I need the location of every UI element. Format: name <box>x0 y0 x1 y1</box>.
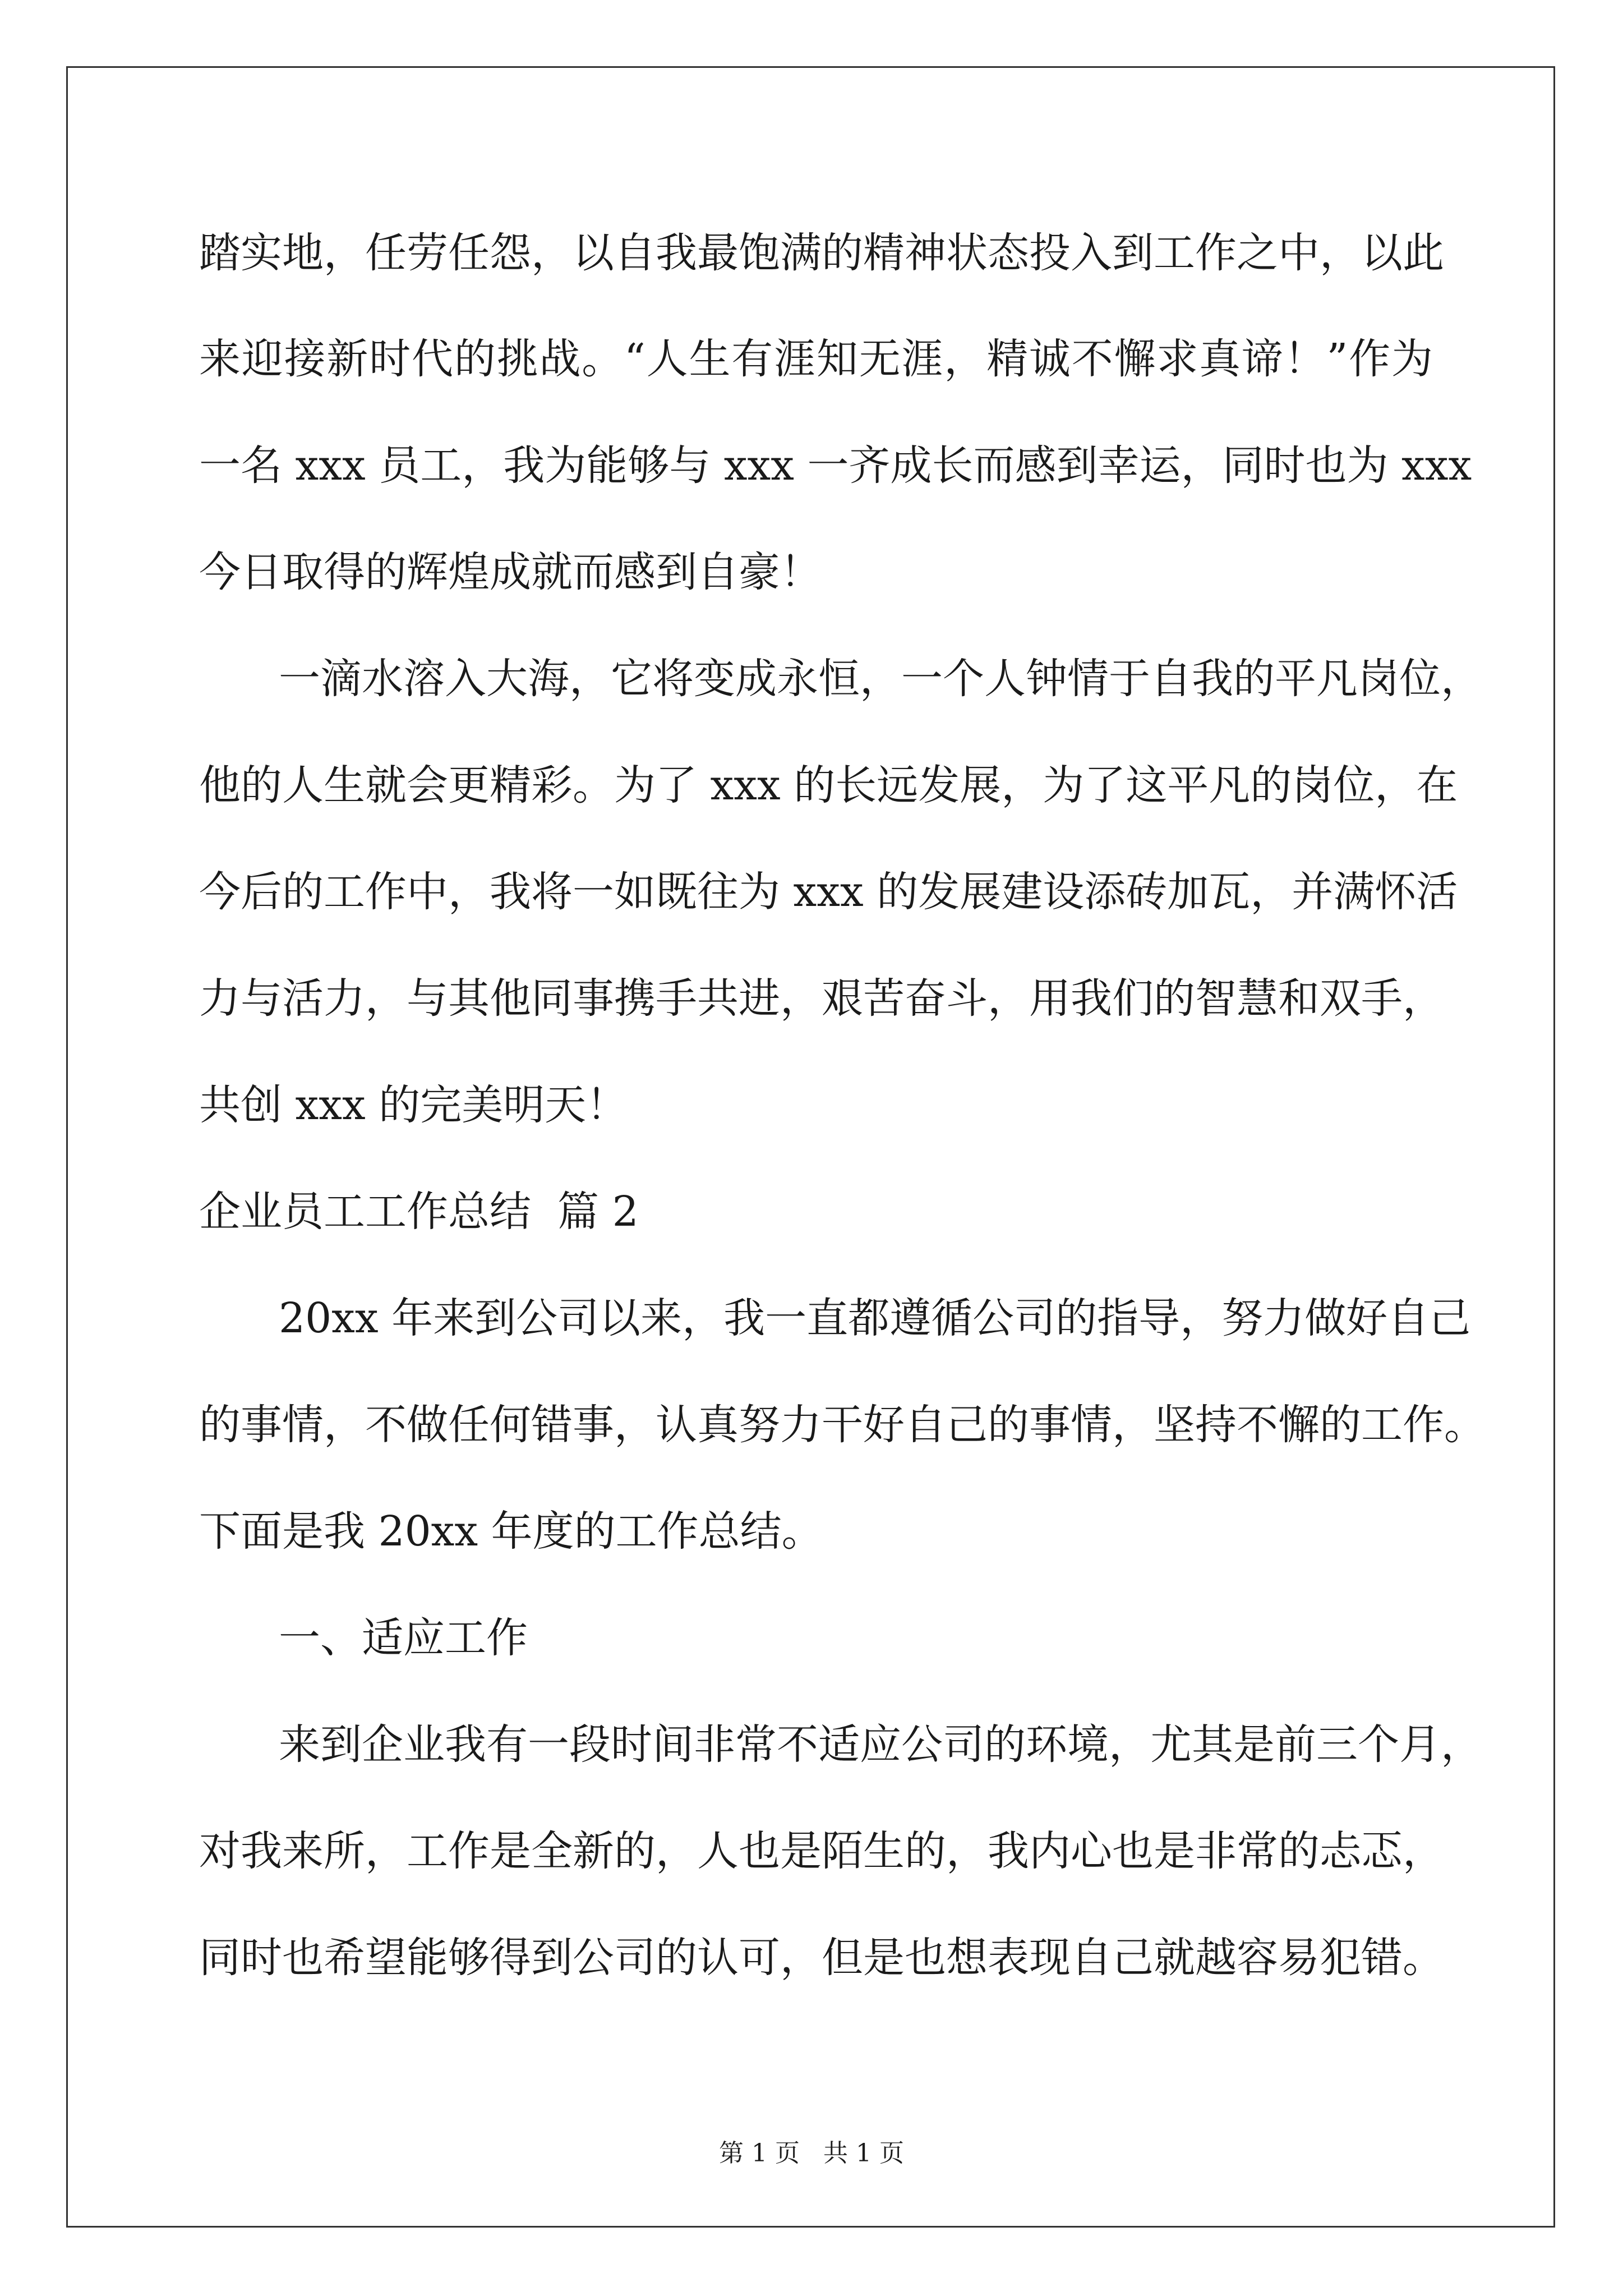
text-line: 踏实地，任劳任怨，以自我最饱满的精神状态投入到工作之中，以此 <box>199 229 1444 277</box>
page-footer <box>0 2133 1623 2169</box>
text-line: 一名 xxx 员工，我为能够与 xxx 一齐成长而感到幸运，同时也为 xxx <box>199 441 1472 490</box>
text-line: 20xx 年来到公司以来，我一直都遵循公司的指导，努力做好自己 <box>279 1294 1471 1342</box>
text-line: 下面是我 20xx 年度的工作总结。 <box>199 1507 823 1556</box>
text-line: 共创 xxx 的完美明天！ <box>199 1081 628 1129</box>
section-heading: 企业员工工作总结 篇 2 <box>199 1188 639 1236</box>
page-number: 第 1 页 共 1 页 <box>719 2139 904 2168</box>
text-line: 一滴水溶入大海，它将变成永恒，一个人钟情于自我的平凡岗位， <box>279 655 1482 703</box>
text-line: 他的人生就会更精彩。为了 xxx 的长远发展，为了这平凡的岗位，在 <box>199 761 1458 809</box>
text-line: 的事情，不做任何错事，认真努力干好自己的事情，坚持不懈的工作。 <box>199 1401 1486 1449</box>
text-line: 来迎接新时代的挑战。“人生有涯知无涯，精诚不懈求真谛！”作为 <box>199 335 1433 383</box>
text-line: 同时也希望能够得到公司的认可，但是也想表现自己就越容易犯错。 <box>199 1934 1444 1982</box>
text-line: 力与活力，与其他同事携手共进，艰苦奋斗，用我们的智慧和双手， <box>199 974 1444 1023</box>
subheading: 一、适应工作 <box>279 1614 528 1662</box>
text-line: 今后的工作中，我将一如既往为 xxx 的发展建设添砖加瓦，并满怀活 <box>199 868 1458 916</box>
page-frame <box>66 66 1555 2228</box>
text-line: 对我来所，工作是全新的，人也是陌生的，我内心也是非常的忐忑， <box>199 1827 1444 1875</box>
text-line: 今日取得的辉煌成就而感到自豪！ <box>199 548 822 596</box>
text-line: 来到企业我有一段时间非常不适应公司的环境，尤其是前三个月， <box>279 1720 1482 1769</box>
